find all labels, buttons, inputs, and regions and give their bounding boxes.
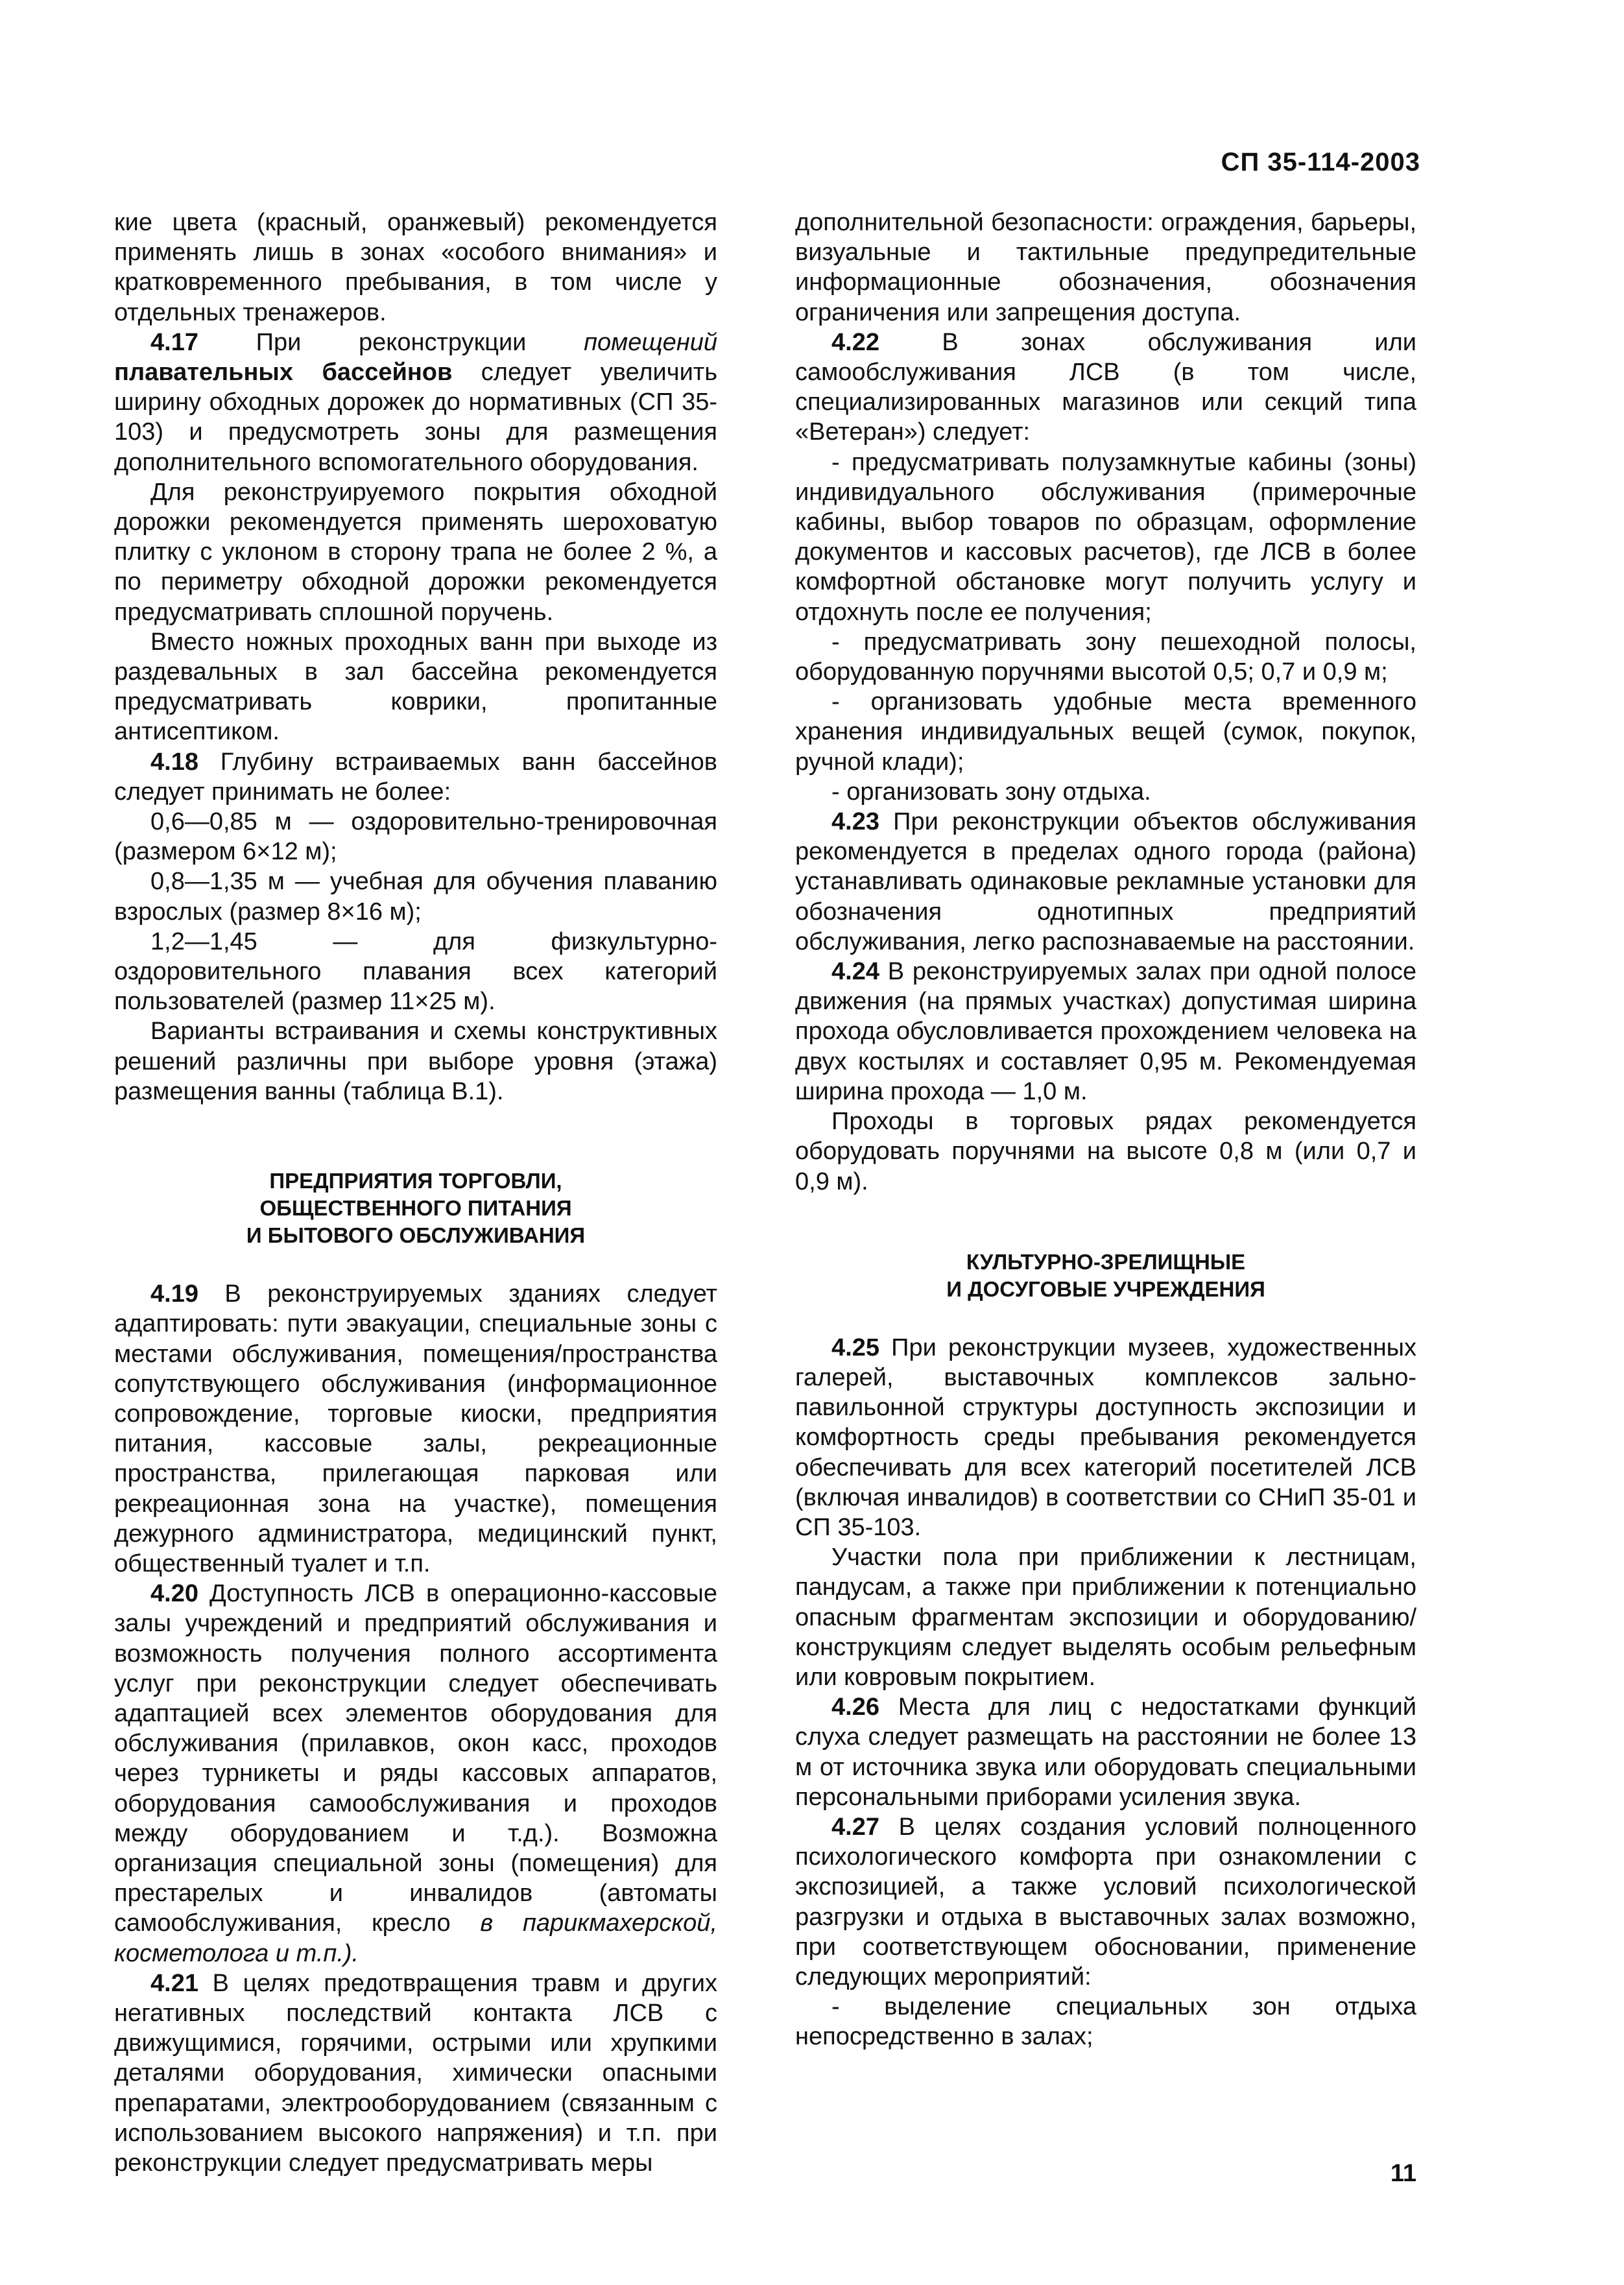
clause-4-26 <box>795 1692 1416 1812</box>
paragraph: Участки пола при приближении к лестницам, пандусам, а также при приближении к потенциально опасным фрагментам экспозиции и оборудованию/конструкциям следует выделять особым рельефным или ковровым покрытием. <box>795 1544 1416 1691</box>
clause-text: В целях предотвращения травм и других негативных последствий контакта ЛСВ с движущимися, горячими, острыми или хрупкими деталями оборудования, химически опасными препаратами, электрооборудованием (связанным с использованием высокого напряжения) и т.п. при реконструкции следует предусматривать меры <box>114 1969 717 2177</box>
clause-text-italic: помещений <box>584 328 717 356</box>
clause-text-italic: в парикмахерской, косметолога и т.п.). <box>114 1909 717 1967</box>
clause-text: следует увеличить ширину обходных дорожек до нормативных (СП 35-103) и предусмотреть зоны для размещения дополнительного вспомогательного оборудования. <box>114 359 717 476</box>
paragraph: Варианты встраивания и схемы конструктивных решений различны при выборе уровня (этажа) размещения ванны (таблица В.1). <box>114 1018 717 1105</box>
depth-item: 1,2—1,45 — для физкультурно-оздоровительного плавания всех категорий пользователей (размер 11×25 м). <box>114 927 717 1016</box>
clause-4-19 <box>114 1279 717 1579</box>
heading-line: И ДОСУГОВЫЕ УЧРЕЖДЕНИЯ <box>946 1276 1265 1301</box>
paragraph: Для реконструируемого покрытия обходной дорожки рекомендуется применять шероховатую плитку с уклоном в сторону трапа не более 2 %, а по периметру обходной дорожки рекомендуется предусматривать сплошной поручень. <box>114 478 717 626</box>
clause-number: 4.20 <box>150 1580 198 1608</box>
right-column <box>795 208 1416 2052</box>
clause-text: При реконструкции <box>198 328 584 356</box>
list-item: - организовать зону отдыха. <box>831 778 1151 806</box>
depth-item: 0,8—1,35 м — учебная для обучения плаванию взрослых (размер 8×16 м); <box>114 868 717 926</box>
clause-text: В целях создания условий полноценного психологического комфорта при ознакомлении с экспозицией, а также условий психологической разгрузки и отдыха в выставочных залах возможно, при соответствующем обосновании, применение следующих мероприятий: <box>795 1813 1416 1991</box>
clause-number: 4.25 <box>831 1334 879 1361</box>
left-column <box>114 208 717 2178</box>
clause-text: При реконструкции объектов обслуживания рекомендуется в пределах одного города (района) устанавливать одинаковые рекламные установки для обозначения однотипных предприятий обслуживания, легко распознаваемые на расстоянии. <box>795 808 1416 955</box>
clause-text: При реконструкции музеев, художественных галерей, выставочных комплексов зально-павильонной структуры доступность экспозиции и комфортность среды пребывания рекомендуется обеспечивать для всех категорий посетителей ЛСВ (включая инвалидов) в соответствии со СНиП 35-01 и СП 35-103. <box>795 1334 1416 1541</box>
clause-4-22 <box>795 328 1416 448</box>
list-item: - выделение специальных зон отдыха непосредственно в залах; <box>795 1993 1416 2051</box>
clause-number: 4.18 <box>150 748 198 776</box>
depth-item: 0,6—0,85 м — оздоровительно-тренировочная (размером 6×12 м); <box>114 808 717 866</box>
clause-4-20 <box>114 1579 717 1968</box>
clause-text: Глубину встраиваемых ванн бассейнов следует принимать не более: <box>114 748 717 806</box>
clause-text: В реконструируемых зданиях следует адаптировать: пути эвакуации, специальные зоны с местами обслуживания, помещения/пространства сопутствующего обслуживания (информационное сопровождение, торговые киоски, предприятия питания, кассовые залы, рекреационные пространства, прилегающая парковая или рекреационная зона на участке), помещения дежурного администратора, медицинский пункт, общественный туалет и т.п. <box>114 1280 717 1577</box>
heading-line: КУЛЬТУРНО-ЗРЕЛИЩНЫЕ <box>966 1249 1246 1274</box>
paragraph-continuation: дополнительной безопасности: ограждения, барьеры, визуальные и тактильные предупредительные информационные обозначения, обозначения ограничения или запрещения доступа. <box>795 209 1416 326</box>
clause-text: В зонах обслуживания или самообслуживания ЛСВ (в том числе, специализированных магазинов или секций типа «Ветеран») следует: <box>795 328 1416 446</box>
heading-line: ОБЩЕСТВЕННОГО ПИТАНИЯ <box>259 1196 572 1221</box>
clause-text: Доступность ЛСВ в операционно-кассовые залы учреждений и предприятий обслуживания и возможность получения полного ассортимента услуг при реконструкции следует обеспечивать адаптацией всех элементов оборудования для обслуживания (прилавков, окон касс, проходов через турникеты и ряды кассовых аппаратов, оборудования самообслуживания и проходов между оборудованием и т.д.). Возможна организация специальной зоны (помещения) для престарелых и инвалидов (автоматы самообслуживания, кресло <box>114 1580 717 1937</box>
clause-number: 4.27 <box>831 1813 879 1841</box>
document-code-header: СП 35-114-2003 <box>1221 148 1420 176</box>
paragraph-continuation: кие цвета (красный, оранжевый) рекомендуется применять лишь в зонах «особого внимания» и кратковременного пребывания, в том числе у отдельных тренажеров. <box>114 209 717 326</box>
list-item: - предусматривать полузамкнутые кабины (зоны) индивидуального обслуживания (примерочные кабины, выбор товаров по образцам, оформление документов и кассовых расчетов), где ЛСВ в более комфортной обстановке могут получить услугу и отдохнуть после ее получения; <box>795 448 1416 626</box>
clause-number: 4.17 <box>150 328 198 356</box>
clause-text: Места для лиц с недостатками функций слуха следует размещать на расстоянии не более 13 м от источника звука или оборудовать специальными персональными приборами усиления звука. <box>795 1693 1416 1811</box>
paragraph: Вместо ножных проходных ванн при выходе из раздевальных в зал бассейна рекомендуется предусматривать коврики, пропитанные антисептиком. <box>114 628 717 746</box>
clause-4-24 <box>795 957 1416 1107</box>
clause-4-18 <box>114 747 717 807</box>
clause-4-23 <box>795 807 1416 957</box>
clause-4-25 <box>795 1333 1416 1542</box>
heading-line: ПРЕДПРИЯТИЯ ТОРГОВЛИ, <box>269 1169 562 1193</box>
clause-4-21 <box>114 1968 717 2178</box>
clause-number: 4.21 <box>150 1969 198 1997</box>
clause-number: 4.23 <box>831 808 879 836</box>
section-heading <box>795 1249 1416 1303</box>
clause-number: 4.24 <box>831 958 879 986</box>
paragraph: Проходы в торговых рядах рекомендуется оборудовать поручнями на высоте 0,8 м (или 0,7 и 0,9 м). <box>795 1108 1416 1195</box>
clause-number: 4.26 <box>831 1693 879 1721</box>
clause-text: В реконструируемых залах при одной полосе движения (на прямых участках) допустимая ширина прохода обусловливается прохождением человека на двух костылях и составляет 0,95 м. Рекомендуемая ширина прохода — 1,0 м. <box>795 958 1416 1105</box>
page-number: 11 <box>1390 2160 1416 2187</box>
clause-4-17 <box>114 328 717 477</box>
section-heading <box>114 1167 717 1249</box>
clause-4-27 <box>795 1812 1416 1992</box>
clause-text-bold: плавательных бассейнов <box>114 359 453 387</box>
clause-number: 4.22 <box>831 328 879 356</box>
list-item: - организовать удобные места временного хранения индивидуальных вещей (сумок, покупок, ручной клади); <box>795 688 1416 776</box>
list-item: - предусматривать зону пешеходной полосы, оборудованную поручнями высотой 0,5; 0,7 и 0,9 м; <box>795 628 1416 686</box>
heading-line: И БЫТОВОГО ОБСЛУЖИВАНИЯ <box>246 1223 586 1248</box>
clause-number: 4.19 <box>150 1280 198 1308</box>
